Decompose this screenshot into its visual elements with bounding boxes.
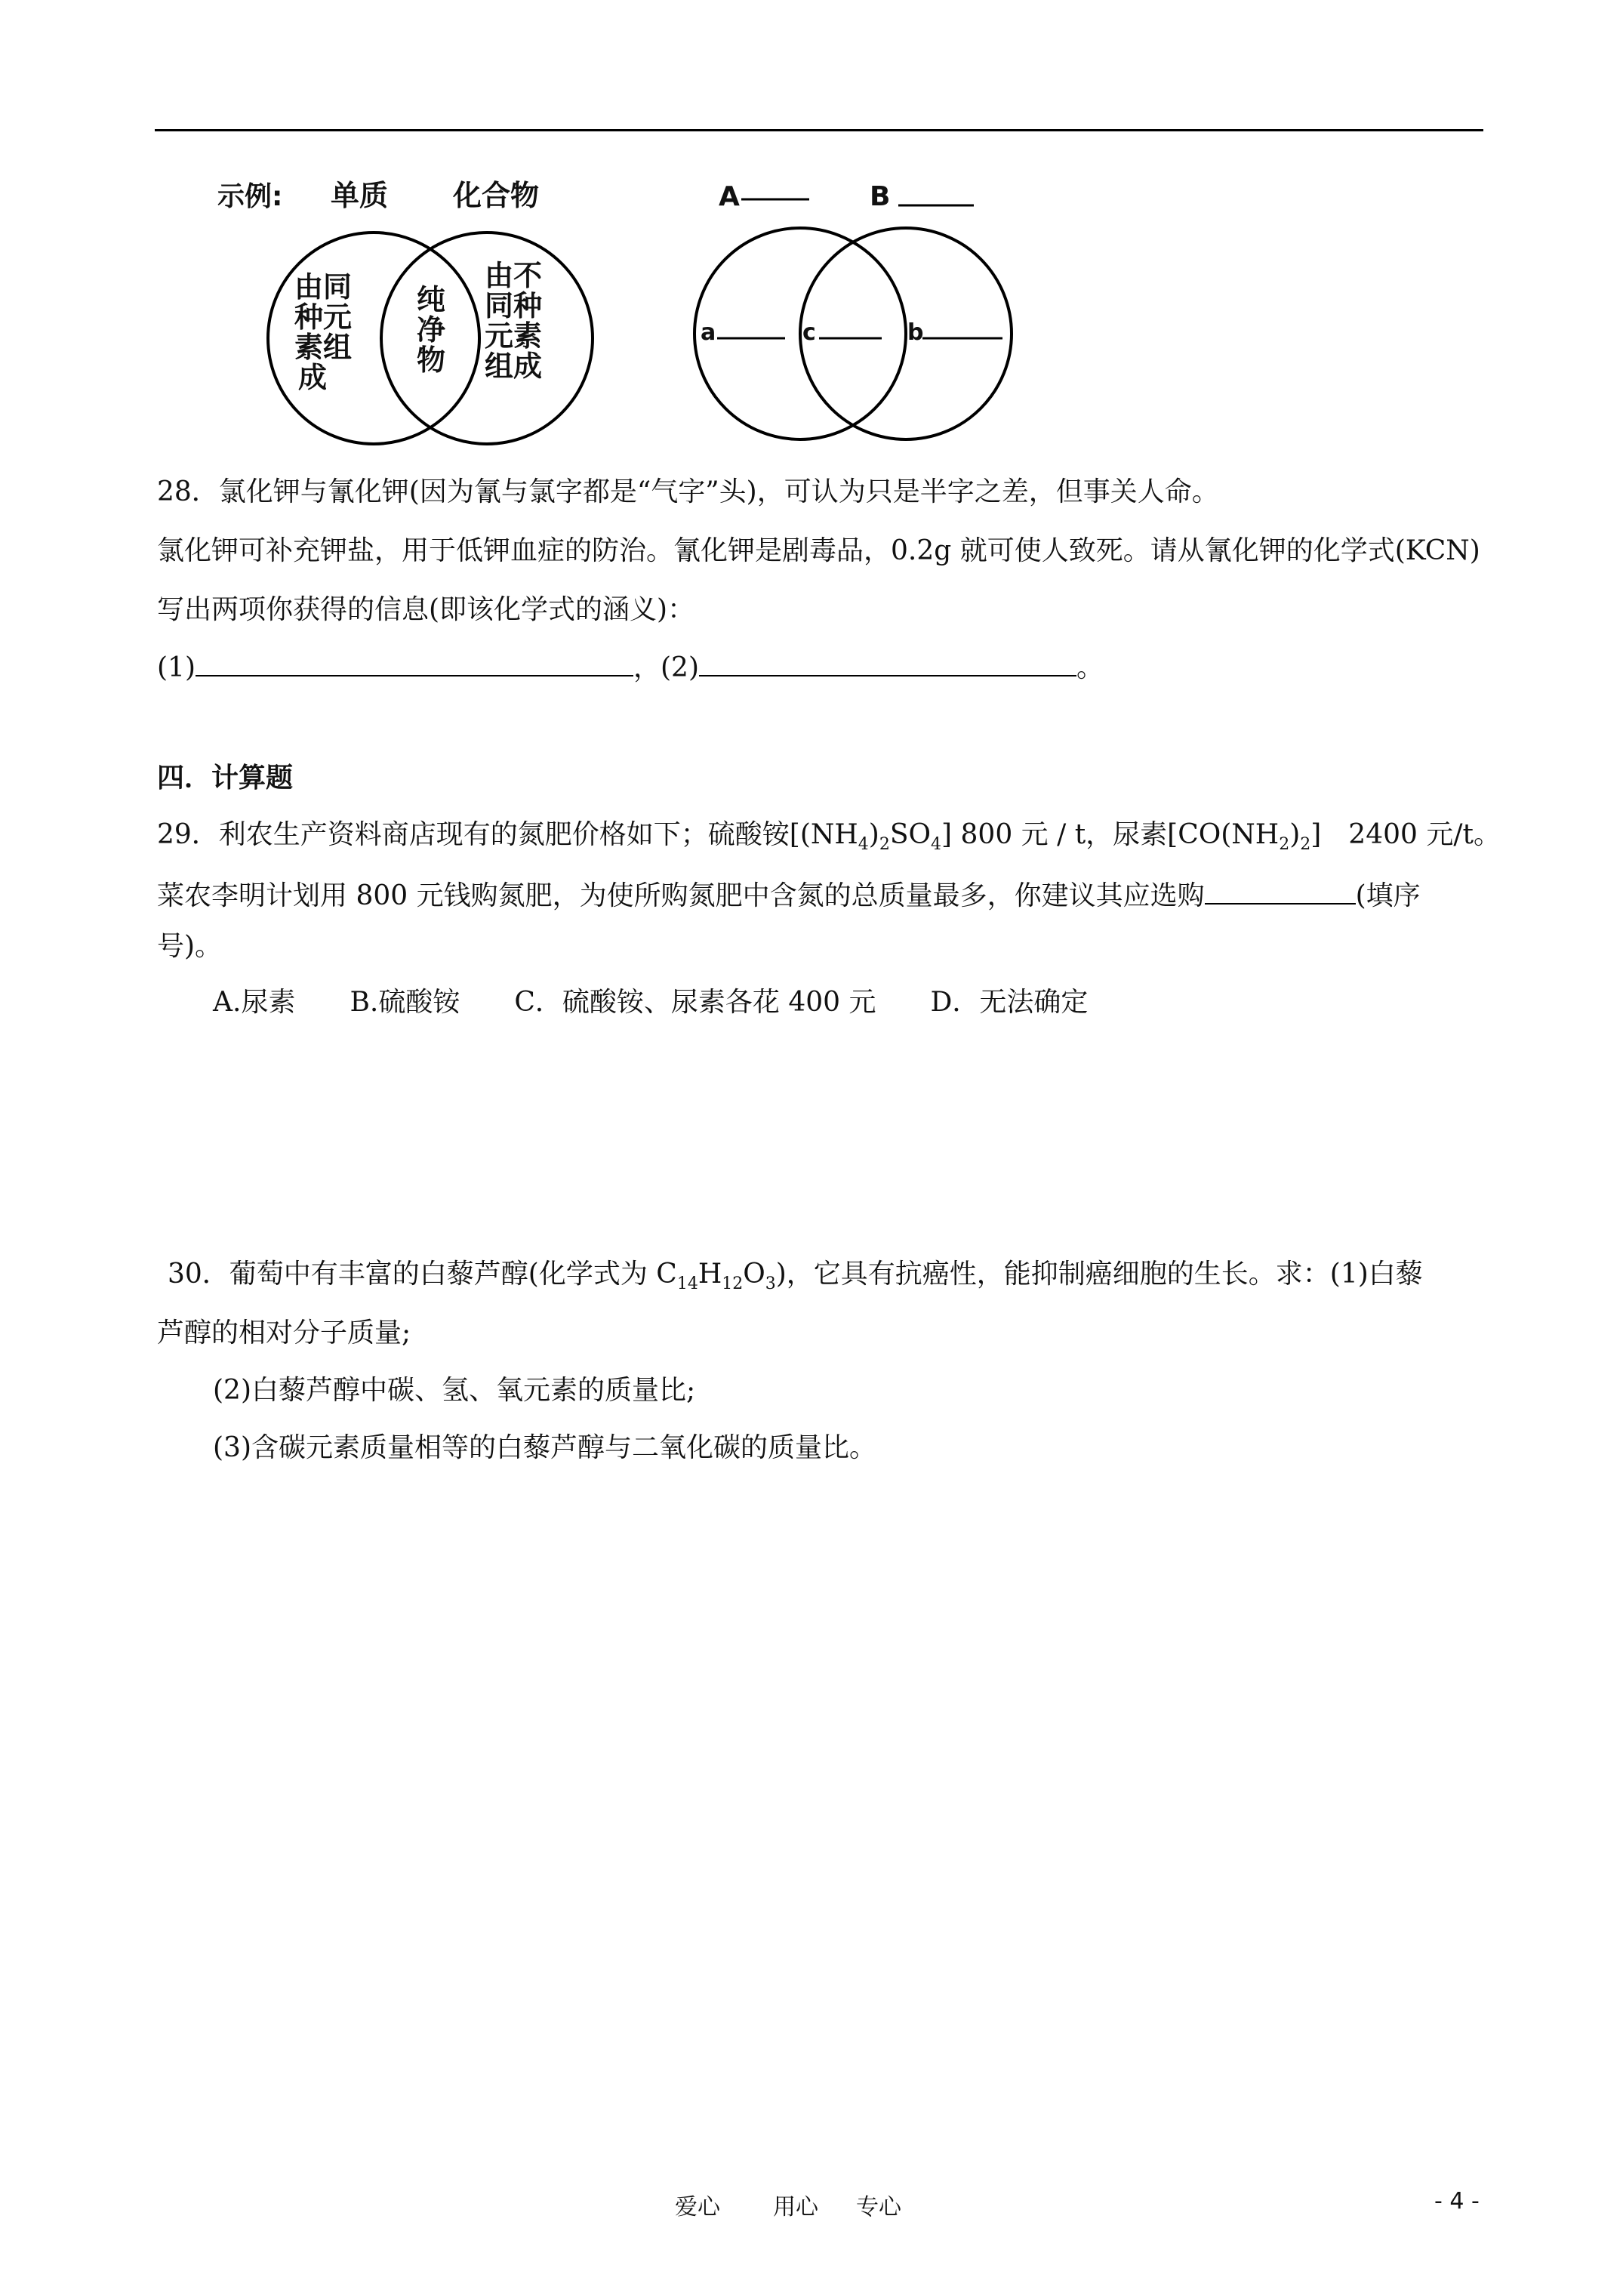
q28-line2: 氯化钾可补充钾盐，用于低钾血症的防治。氰化钾是剧毒品，0.2g 就可使人致死。请从氰化钾的化学式(KCN)	[157, 535, 1480, 566]
q28-end: 。	[1076, 652, 1104, 683]
page-number: - 4 -	[1434, 2188, 1480, 2214]
svg-text:由不: 由不	[485, 259, 543, 292]
svg-text:净: 净	[417, 313, 446, 347]
q30-part3: (3)含碳元素质量相等的白藜芦醇与二氧化碳的质量比。	[213, 1432, 876, 1463]
label-a: a	[701, 319, 716, 346]
section-title: 四．计算题	[157, 762, 294, 794]
middle-region-text	[417, 283, 445, 377]
q28-blanks	[157, 649, 1104, 685]
q28-answer-blank-1[interactable]	[196, 649, 633, 676]
example-label: 示例:	[217, 181, 283, 212]
q28-line1: 28．氯化钾与氰化钾(因为氰与氯字都是“气字”头)，可认为只是半字之差，但事关人命。	[157, 476, 1219, 507]
q29-line1: 29．利农生产资料商店现有的氮肥价格如下；硫酸铵$[(NH_4)_2SO_4]$ 800 元 / t，尿素$[CO(NH_2)_2]$ 2400 元/t。	[157, 819, 1501, 855]
right-set-title: 化合物	[453, 179, 540, 212]
q30-line1: 30．葡萄中有丰富的白藜芦醇(化学式为 $C_{14}H_{12}O_3$)，它具有抗癌性，能抑制癌细胞的生长。求：(1)白藜	[168, 1259, 1423, 1294]
svg-text:组成: 组成	[485, 350, 543, 383]
svg-text:素组: 素组	[294, 331, 353, 364]
svg-text:由同: 由同	[294, 270, 353, 304]
svg-text:同种: 同种	[485, 289, 543, 322]
q28-answer-blank-2[interactable]	[699, 649, 1076, 676]
label-A: A	[719, 181, 740, 212]
label-c: c	[802, 319, 816, 346]
q28-blank1-label: (1)	[157, 652, 196, 683]
q29-line2: 菜农李明计划用 800 元钱购氮肥，为使所购氮肥中含氮的总质量最多，你建议其应选购 (填序	[157, 877, 1421, 913]
q29-line3: 号)。	[157, 931, 223, 962]
left-set-title: 单质	[331, 179, 389, 212]
svg-text:纯: 纯	[417, 283, 446, 316]
q28-separator: ，	[633, 652, 661, 683]
svg-text:成: 成	[298, 361, 328, 394]
venn-example-diagram	[204, 166, 642, 453]
footer-motto: 爱心 用心 专心	[675, 2194, 901, 2220]
option-a[interactable]: A.尿素	[213, 987, 296, 1018]
q29-answer-blank[interactable]	[1205, 877, 1356, 905]
label-b: b	[907, 319, 924, 346]
header-rule	[155, 129, 1483, 131]
option-d[interactable]: D．无法确定	[930, 987, 1089, 1018]
q28-line3: 写出两项你获得的信息(即该化学式的涵义)：	[157, 594, 695, 625]
svg-text:种元: 种元	[294, 300, 353, 334]
q28-blank2-label: (2)	[661, 652, 700, 683]
venn-blank-diagram	[672, 166, 1034, 453]
svg-text:物: 物	[417, 344, 446, 377]
svg-text:元素: 元素	[485, 319, 543, 353]
label-B: B	[870, 181, 891, 212]
option-b[interactable]: B.硫酸铵	[350, 987, 460, 1018]
q30-line2: 芦醇的相对分子质量;	[157, 1318, 411, 1348]
q29-options	[213, 986, 1088, 1019]
q30-part2: (2)白藜芦醇中碳、氢、氧元素的质量比;	[213, 1375, 696, 1406]
left-region-text	[294, 270, 352, 394]
option-c[interactable]: C．硫酸铵、尿素各花 400 元	[514, 987, 876, 1018]
right-region-text	[485, 259, 542, 383]
